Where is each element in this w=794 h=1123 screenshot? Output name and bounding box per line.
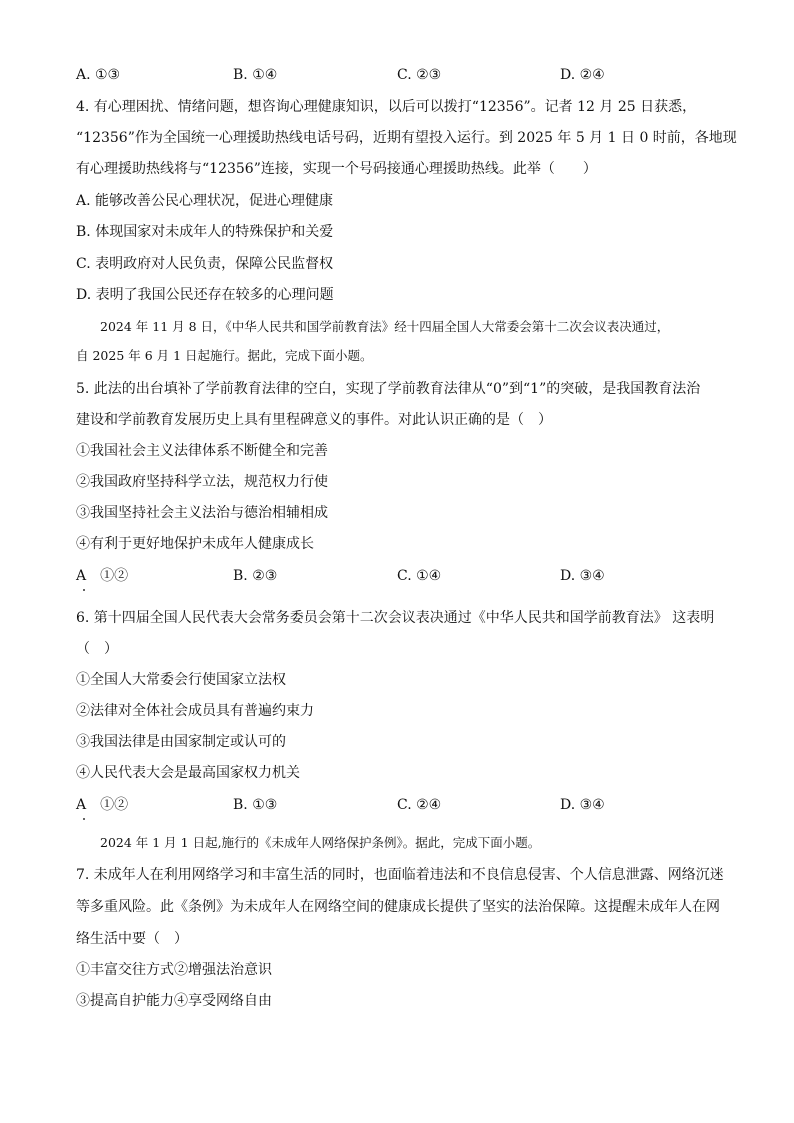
- q3-option-c[interactable]: C. ②③: [397, 67, 442, 83]
- q5-item-4: ④有利于更好地保护未成年人健康成长: [76, 536, 314, 552]
- q7-stem-line-3: 络生活中要（ ）: [76, 931, 188, 947]
- q5-stem-line-1: 5. 此法的出台填补了学前教育法律的空白，实现了学前教育法律从“0”到“1”的突破，是我国教育法治: [76, 381, 701, 397]
- q7-stem-line-2: 等多重风险。此《条例》为未成年人在网络空间的健康成长提供了坚实的法治保障。这提醒未成年人在网: [76, 899, 720, 915]
- q7-item-2: ③提高自护能力④享受网络自由: [76, 993, 272, 1009]
- q3-option-b[interactable]: B. ①④: [233, 67, 278, 83]
- material-2-line-1: 2024 年 1 月 1 日起,施行的《未成年人网络保护条例》。据此，完成下面小题。: [100, 835, 541, 850]
- q5-item-2: ②我国政府坚持科学立法，规范权力行使: [76, 474, 328, 490]
- q6-option-b[interactable]: B. ①③: [233, 797, 278, 813]
- q4-option-c[interactable]: C. 表明政府对人民负责，保障公民监督权: [76, 256, 334, 272]
- q4-stem-line-1: 4. 有心理困扰、情绪问题，想咨询心理健康知识，以后可以拨打“12356”。记者 12 月 25 日获悉，: [76, 99, 697, 115]
- q3-options-row: [76, 66, 726, 84]
- q6-options-row: [76, 796, 726, 814]
- material-1-line-1: 2024 年 11 月 8 日，《中华人民共和国学前教育法》经十四届全国人大常委会第十二次会议表决通过，: [100, 319, 670, 334]
- q4-option-a[interactable]: A. 能够改善公民心理状况，促进心理健康: [76, 193, 334, 209]
- q5-option-c[interactable]: C. ①④: [397, 568, 442, 584]
- q3-option-d[interactable]: D. ②④: [560, 67, 605, 83]
- q6-option-a[interactable]: A ①②: [76, 797, 129, 813]
- q6-item-2: ②法律对全体社会成员具有普遍约束力: [76, 703, 314, 719]
- q4-stem-line-3: 有心理援助热线将与“12356”连接，实现一个号码接通心理援助热线。此举（ ）: [76, 161, 597, 177]
- option-dot-mark: [83, 818, 85, 820]
- q6-option-c[interactable]: C. ②④: [397, 797, 442, 813]
- material-1-line-2: 自 2025 年 6 月 1 日起施行。据此，完成下面小题。: [76, 348, 373, 363]
- q6-item-4: ④人民代表大会是最高国家权力机关: [76, 765, 300, 781]
- q6-item-3: ③我国法律是由国家制定或认可的: [76, 734, 286, 750]
- option-dot-mark: [83, 589, 85, 591]
- q3-option-a[interactable]: A. ①③: [76, 67, 121, 83]
- q4-option-d[interactable]: D. 表明了我国公民还存在较多的心理问题: [76, 287, 334, 303]
- q6-option-d[interactable]: D. ③④: [560, 797, 605, 813]
- q4-option-b[interactable]: B. 体现国家对未成年人的特殊保护和关爱: [76, 224, 334, 240]
- q5-option-b[interactable]: B. ②③: [233, 568, 278, 584]
- q5-stem-line-2: 建设和学前教育发展历史上具有里程碑意义的事件。对此认识正确的是（ ）: [76, 412, 552, 428]
- q7-item-1: ①丰富交往方式②增强法治意识: [76, 962, 272, 978]
- q6-stem-line-2: （ ）: [76, 641, 118, 657]
- q7-stem-line-1: 7. 未成年人在利用网络学习和丰富生活的同时，也面临着违法和不良信息侵害、个人信息泄露、网络沉迷: [76, 867, 724, 883]
- q5-option-d[interactable]: D. ③④: [560, 568, 605, 584]
- q6-item-1: ①全国人大常委会行使国家立法权: [76, 672, 286, 688]
- q5-options-row: [76, 567, 726, 585]
- q5-item-3: ③我国坚持社会主义法治与德治相辅相成: [76, 505, 328, 521]
- q4-stem-line-2: “12356”作为全国统一心理援助热线电话号码，近期有望投入运行。到 2025 年 5 月 1 日 0 时前，各地现: [76, 130, 737, 146]
- q5-option-a[interactable]: A ①②: [76, 568, 129, 584]
- q5-item-1: ①我国社会主义法律体系不断健全和完善: [76, 443, 328, 459]
- q6-stem-line-1: 6. 第十四届全国人民代表大会常务委员会第十二次会议表决通过《中华人民共和国学前教育法》 这表明: [76, 610, 715, 626]
